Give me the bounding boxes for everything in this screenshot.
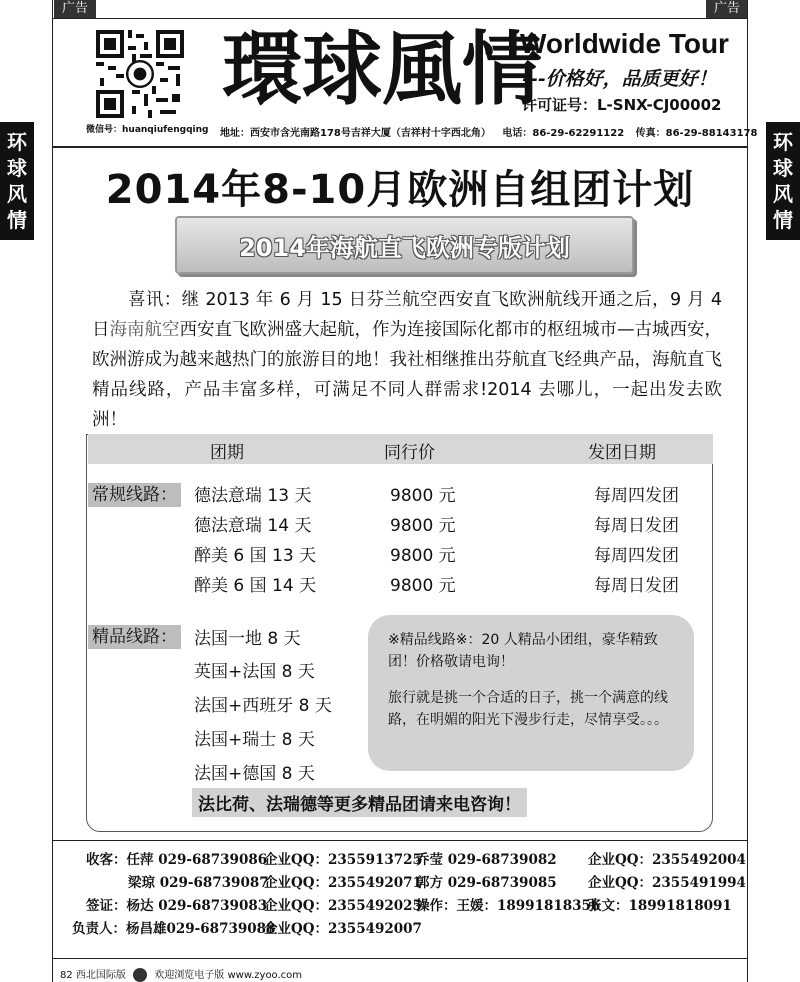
- date-cell: 每周日发团: [594, 576, 679, 596]
- contact-row: 负责人：杨昌雄029-68739088 企业QQ：2355492007: [72, 921, 422, 937]
- highlight-airline: 海南航空: [109, 320, 180, 340]
- regular-label: 常规线路：: [88, 480, 181, 505]
- banner: [175, 216, 634, 274]
- premium-route: 法国+德国 8 天: [194, 764, 315, 784]
- ad-label-right: 广告: [706, 0, 748, 18]
- date-cell: 每周四发团: [594, 546, 679, 566]
- col-header-dates: 团期: [210, 443, 244, 463]
- banner-title: 2014年海航直飞欧洲专版计划: [239, 233, 570, 262]
- intro-paragraph: 喜讯：继 2013 年 6 月 15 日芬兰航空西安直飞欧洲航线开通之后，9 月 4 日海南航空西安直飞欧洲盛大起航，作为连接国际化都市的枢纽城市—古城西安，欧洲游成为越来越热门的旅游目的地！我社相继推出芬航直飞经典产品，海航直飞精品线路，产品丰富多样，可满足不同人群需求!2014 去哪儿，一起出发去欧洲！: [92, 290, 722, 430]
- page-title: 2014年8-10月欧洲自组团计划: [105, 167, 695, 213]
- price-cell: 9800 元: [390, 516, 456, 536]
- price-cell: 9800 元: [390, 546, 456, 566]
- contact-info-line: [220, 124, 765, 139]
- contact-row: 梁琼 029-68739087 企业QQ：2355492071 郭方 029-68739085 企业QQ：2355491994: [128, 875, 746, 891]
- fax: 传真：86-29-88143178: [635, 128, 758, 139]
- route-row: 醉美 6 国 13 天: [194, 546, 317, 566]
- footer-divider: [52, 958, 748, 959]
- date-cell: 每周四发团: [594, 486, 679, 506]
- date-cell: 每周日发团: [594, 516, 679, 536]
- table-header: [88, 434, 713, 464]
- price-cell: 9800 元: [390, 576, 456, 596]
- col-header-price: 同行价: [384, 443, 435, 463]
- ad-label-left: 广告: [54, 0, 96, 18]
- side-tab-left: 环 球 风 情: [0, 122, 34, 240]
- premium-route: 英国+法国 8 天: [194, 662, 315, 682]
- contacts-divider: [52, 840, 748, 841]
- premium-note: ※精品线路※：20 人精品小团组，豪华精致团！价格敬请电询！: [388, 632, 658, 670]
- wechat-id: 微信号：huanqiufengqing: [86, 125, 209, 135]
- qr-code-icon: [96, 30, 184, 118]
- footer-slogan: 欢迎浏览电子版 www.zyoo.com: [154, 970, 303, 981]
- price-cell: 9800 元: [390, 486, 456, 506]
- edition: 西北国际版: [75, 970, 126, 981]
- col-header-departure: 发团日期: [588, 443, 656, 463]
- phone: 电话：86-29-62291122: [502, 128, 625, 139]
- contact-row: 签证：杨达 029-68739083 企业QQ：2355492025 操作：王媛：18991818356 张文：18991818091: [86, 898, 732, 914]
- side-tab-right: 环 球 风 情: [766, 122, 800, 240]
- contact-row: 收客：任萍 029-68739086 企业QQ：2355913725 乔莹 029-68739082 企业QQ：2355492004: [86, 852, 746, 868]
- brand-logo-text: 環球風情: [222, 23, 542, 116]
- footer: [60, 966, 302, 982]
- premium-route: 法国一地 8 天: [194, 629, 301, 649]
- address: 地址：西安市含光南路178号吉祥大厦（吉祥村十字西北角）: [220, 128, 491, 139]
- page-number: 82: [60, 970, 73, 981]
- more-routes-note: 法比荷、法瑞德等更多精品团请来电咨询！: [192, 788, 527, 817]
- route-row: 德法意瑞 14 天: [194, 516, 312, 536]
- route-row: 醉美 6 国 14 天: [194, 576, 317, 596]
- publisher-logo-icon: [133, 968, 147, 982]
- frame-top: [52, 18, 748, 19]
- premium-route: 法国+西班牙 8 天: [194, 696, 332, 716]
- route-row: 德法意瑞 13 天: [194, 486, 312, 506]
- contact-list: [72, 848, 766, 940]
- header-divider: [52, 146, 748, 148]
- premium-note-bubble: [368, 615, 694, 771]
- travel-note: 旅行就是挑一个合适的日子，挑一个满意的线路，在明媚的阳光下漫步行走，尽情享受。。。: [388, 690, 668, 728]
- slogan: ---价格好，品质更好！: [522, 68, 717, 90]
- license-number: 许可证号：L-SNX-CJ00002: [522, 96, 722, 114]
- premium-route: 法国+瑞士 8 天: [194, 730, 315, 750]
- brand-english: Worldwide Tour: [520, 28, 729, 59]
- premium-label: 精品线路：: [88, 622, 181, 647]
